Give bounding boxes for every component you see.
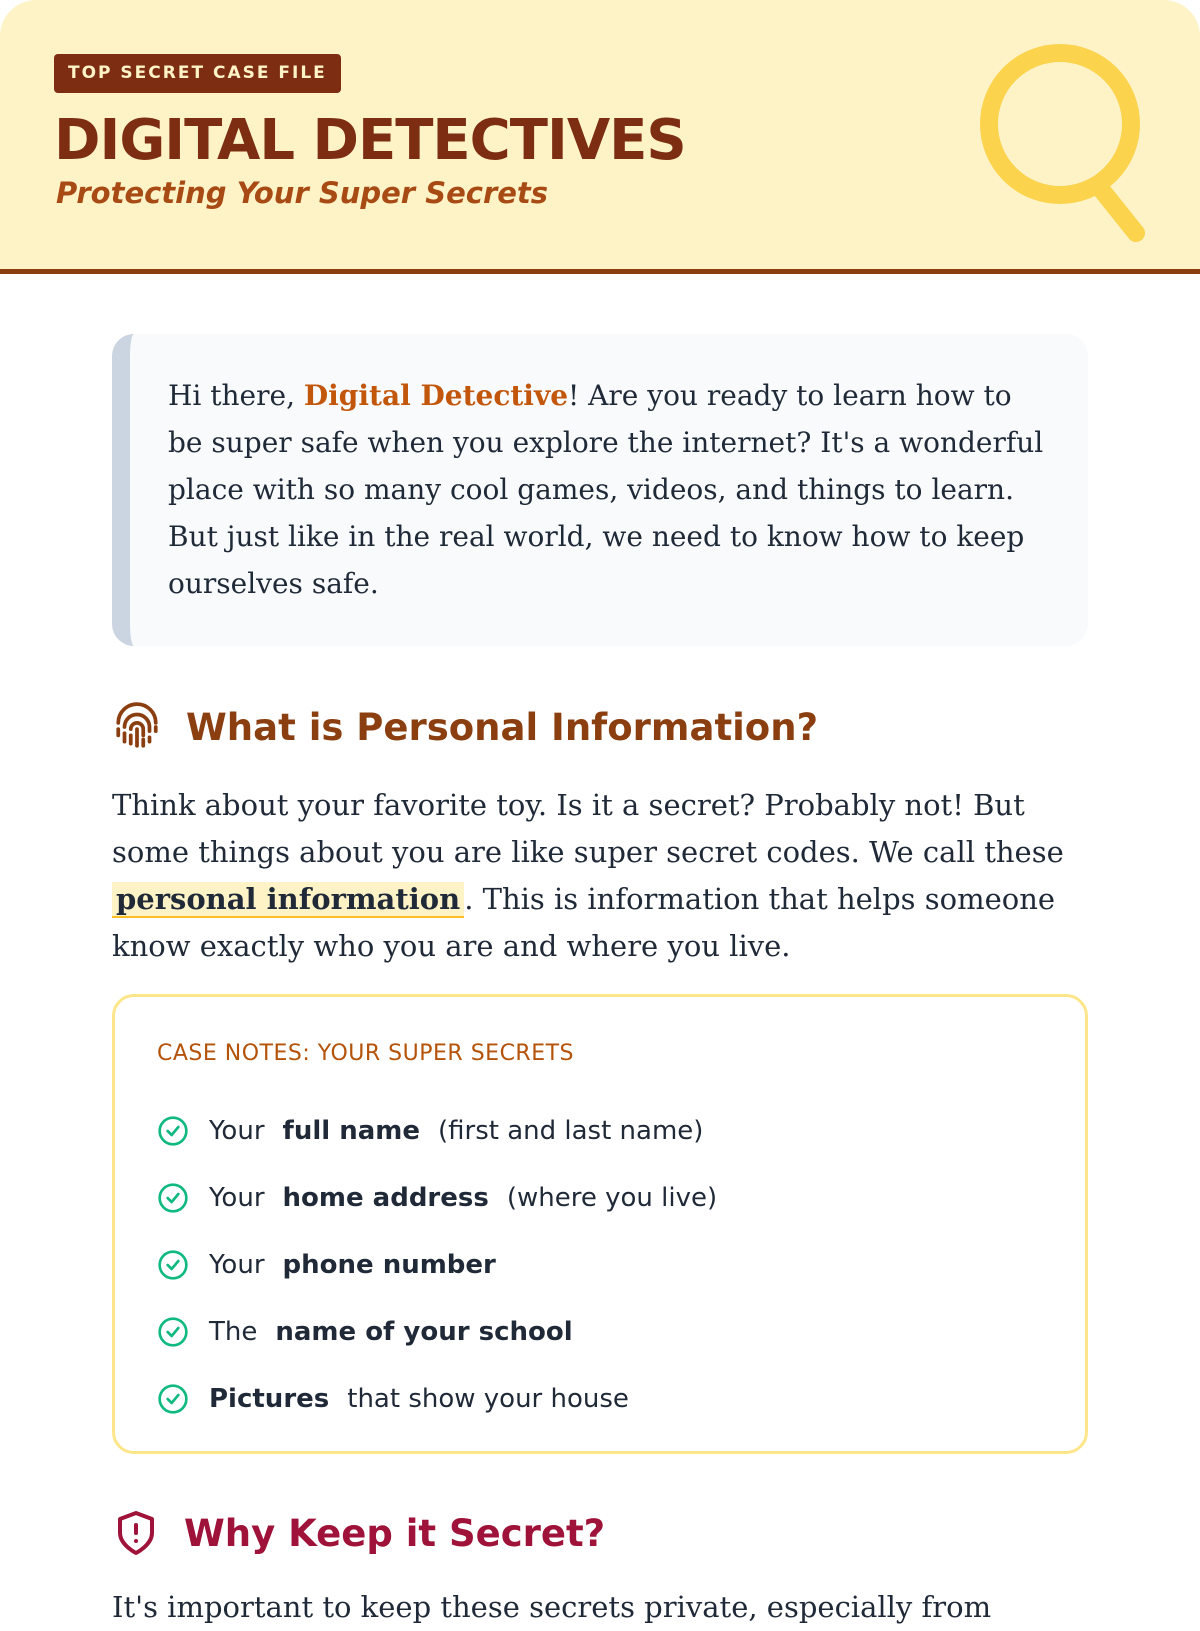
check-circle-icon [157,1249,189,1281]
check-circle-icon [157,1182,189,1214]
item-pre: Your [209,1182,265,1213]
secrets-list [157,1097,717,1432]
item-post: (where you live) [506,1182,718,1213]
item-post: (first and last name) [438,1115,704,1146]
case-file-header [0,0,1200,274]
item-bold: home address [282,1182,489,1213]
item-bold: full name [282,1115,420,1146]
case-notes-box [112,994,1088,1454]
case-notes-title: CASE NOTES: YOUR SUPER SECRETS [157,1041,575,1066]
intro-text: ! Are you ready to learn how to be super safe when you explore the internet? It's a wonderful place with so many cool games, videos, and things to learn. But just like in the real world, we need to know how to keep ourselves safe. [168,379,1044,600]
list-item [157,1164,717,1231]
check-circle-icon [157,1316,189,1348]
item-pre: The [209,1316,258,1347]
section-why-secret-heading [112,1508,605,1558]
intro-greeting: Hi there, [168,379,304,412]
check-circle-icon [157,1383,189,1415]
why-secret-paragraph: It's important to keep these secrets private, especially from [112,1590,992,1624]
magnifying-glass-icon [972,36,1152,246]
intro-highlight: Digital Detective [303,379,569,412]
item-pre: Your [209,1115,265,1146]
para-end: . This is information that helps someone know exactly who you are and where you live. [112,882,1056,963]
page-title: DIGITAL DETECTIVES [54,108,686,173]
list-item [157,1097,717,1164]
highlighted-term: personal information [112,882,464,918]
item-bold: Pictures [209,1383,330,1414]
section-heading: What is Personal Information? [186,705,819,749]
list-item [157,1231,717,1298]
list-item [157,1298,717,1365]
item-pre: Your [209,1249,265,1280]
personal-info-paragraph [112,782,1092,970]
fingerprint-icon [112,702,162,752]
item-bold: name of your school [275,1316,573,1347]
section-personal-info-heading [112,702,818,752]
intro-callout [112,334,1088,646]
para-start: Think about your favorite toy. Is it a secret? Probably not! But some things about you are like super secret codes. We call these [112,788,1064,869]
item-bold: phone number [282,1249,496,1280]
check-circle-icon [157,1115,189,1147]
item-post: that show your house [347,1383,629,1414]
top-secret-badge: TOP SECRET CASE FILE [54,54,341,93]
shield-alert-icon [112,1508,160,1558]
page-subtitle: Protecting Your Super Secrets [56,176,549,210]
section-heading: Why Keep it Secret? [184,1511,606,1555]
list-item [157,1365,717,1432]
